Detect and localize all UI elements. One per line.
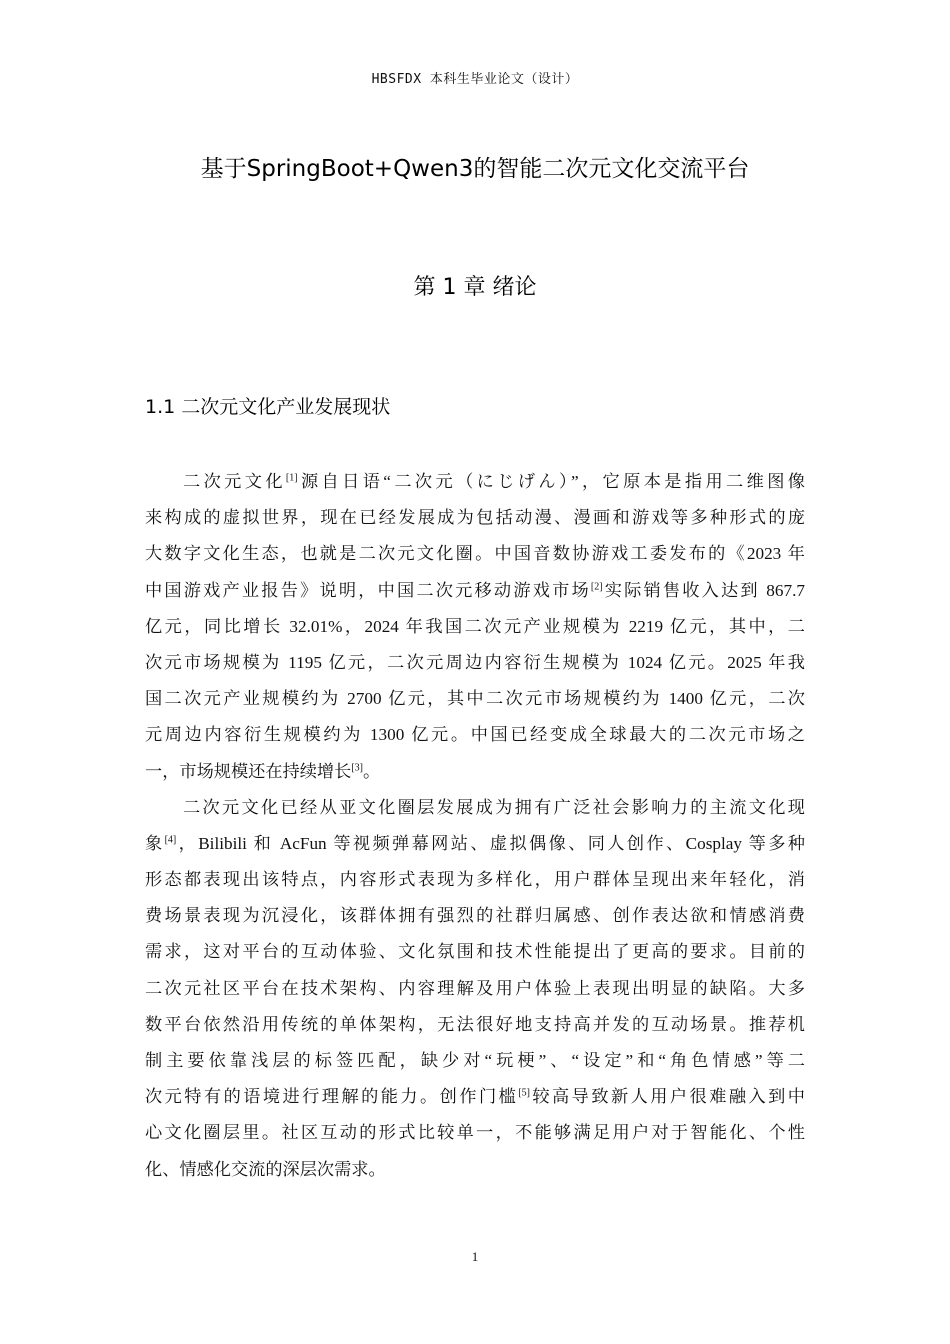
citation-marker[interactable]: [1] [285, 472, 298, 484]
text-run: 较高导致新人用户很难融入到中 [529, 1087, 805, 1107]
text-run: 数平台依然沿用传统的单体架构，无法很好地支持高并发的互动场景。推荐机 [145, 1014, 805, 1034]
body-text [145, 464, 805, 1188]
text-line [145, 862, 805, 898]
text-line [145, 1043, 805, 1079]
text-run: 需求，这对平台的互动体验、文化氛围和技术性能提出了更高的要求。目前的 [145, 942, 805, 962]
text-run: 费场景表现为沉浸化，该群体拥有强烈的社群归属感、创作表达欲和情感消费 [145, 906, 805, 926]
text-run: 次元特有的语境进行理解的能力。创作门槛 [145, 1087, 519, 1107]
paragraph [145, 464, 805, 790]
text-line [145, 826, 805, 862]
text-line [145, 645, 805, 681]
text-line [145, 1007, 805, 1043]
chapter-title: 第 1 章 绪论 [413, 275, 537, 300]
text-line [145, 1079, 805, 1115]
text-line [145, 536, 805, 572]
header-divider [145, 93, 805, 94]
text-run: 亿元，同比增长 32.01%，2024 年我国二次元产业规模为 2219 亿元，其中，二 [145, 616, 805, 636]
text-run: 制主要依靠浅层的标签匹配，缺少对“玩梗”、“设定”和“角色情感”等二 [145, 1051, 805, 1070]
paragraph [145, 790, 805, 1188]
text-run: 元周边内容衍生规模约为 1300 亿元。中国已经变成全球最大的二次元市场之 [145, 725, 805, 745]
citation-marker[interactable]: [2] [590, 580, 603, 592]
text-run: 一，市场规模还在持续增长 [145, 761, 352, 781]
citation-marker[interactable]: [5] [518, 1087, 530, 1099]
text-run: 实际销售收入达到 867.7 [602, 580, 805, 600]
text-run: 源自日语“二次元（にじげん）”，它原本是指用二维图像 [297, 472, 805, 491]
text-run: 化、情感化交流的深层次需求。 [145, 1159, 386, 1179]
text-run: 。 [362, 761, 381, 781]
page-number: 1 [471, 1249, 479, 1264]
text-run: 次元市场规模为 1195 亿元，二次元周边内容衍生规模为 1024 亿元。2025 年我 [145, 652, 805, 672]
text-line [145, 1152, 805, 1188]
citation-marker[interactable]: [4] [164, 834, 177, 846]
running-header: HBSFDX 本科生毕业论文（设计） [371, 72, 579, 87]
text-line [145, 971, 805, 1007]
text-run: ，Bilibili 和 AcFun 等视频弹幕网站、虚拟偶像、同人创作、Cosplay 等多种 [176, 833, 805, 853]
text-line [145, 1115, 805, 1151]
text-line [145, 898, 805, 934]
paper-title: 基于SpringBoot+Qwen3的智能二次元文化交流平台 [200, 156, 750, 182]
text-run: 形态都表现出该特点，内容形式表现为多样化，用户群体呈现出来年轻化，消 [145, 870, 805, 890]
text-line [145, 609, 805, 645]
text-run: 大数字文化生态，也就是二次元文化圈。中国音数协游戏工委发布的《2023 年 [145, 544, 805, 564]
text-line [145, 790, 805, 826]
text-run: 二次元文化已经从亚文化圈层发展成为拥有广泛社会影响力的主流文化现 [183, 797, 805, 817]
text-run: 心文化圈层里。社区互动的形式比较单一，不能够满足用户对于智能化、个性 [145, 1123, 805, 1143]
text-line [145, 500, 805, 536]
text-line [145, 681, 805, 717]
text-line [145, 934, 805, 970]
text-line [145, 573, 805, 609]
citation-marker[interactable]: [3] [351, 761, 363, 773]
text-run: 来构成的虚拟世界，现在已经发展成为包括动漫、漫画和游戏等多种形式的庞 [145, 508, 805, 528]
text-line [145, 464, 805, 500]
text-run: 中国游戏产业报告》说明，中国二次元移动游戏市场 [145, 580, 591, 600]
text-run: 象 [145, 833, 165, 853]
text-run: 二次元社区平台在技术架构、内容理解及用户体验上表现出明显的缺陷。大多 [145, 978, 805, 998]
text-run: 二次元文化 [183, 472, 286, 491]
section-title: 1.1 二次元文化产业发展现状 [145, 396, 391, 418]
text-line [145, 754, 805, 790]
text-run: 国二次元产业规模约为 2700 亿元，其中二次元市场规模约为 1400 亿元，二次 [145, 689, 805, 709]
text-line [145, 717, 805, 753]
